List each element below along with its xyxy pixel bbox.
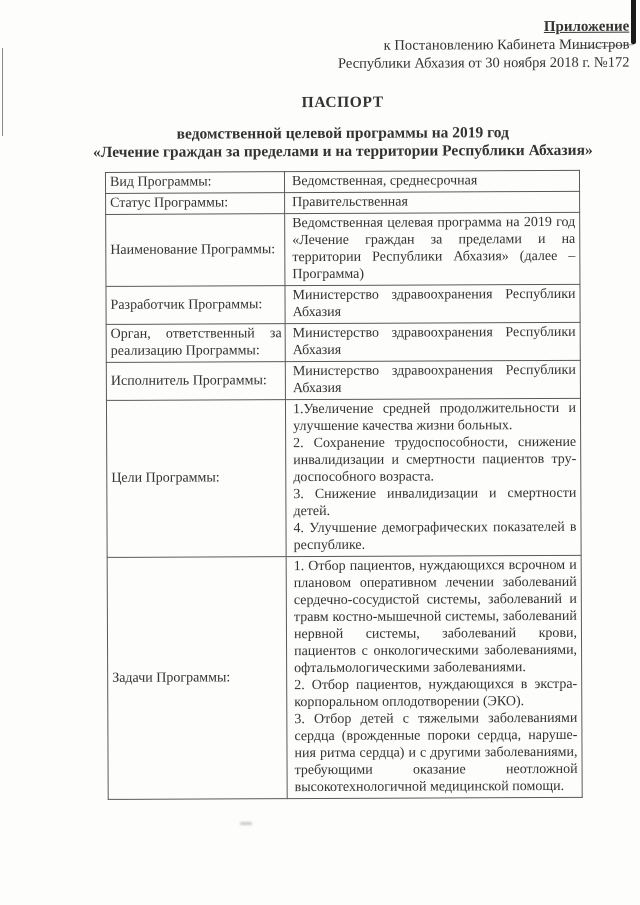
row-value-paragraph: 2. Отбор пациентов, нуждающихся в экстракорпоральном оплодотворении (ЭКО). — [294, 676, 578, 711]
page-title: ПАСПОРТ — [301, 93, 384, 112]
row-value-paragraph: Ведомственная целевая программа на 2019 год «Лечение граждан за пределами и на территории Республики Абхазия» (далее – Программа) — [292, 214, 576, 283]
subtitle-program-line: ведомственной целевой программы на 2019 год — [176, 124, 509, 143]
row-label: Исполнитель Программы: — [106, 362, 285, 401]
row-value — [285, 360, 580, 399]
row-value — [285, 322, 580, 361]
row-value-paragraph: 3. Отбор детей с тяжелыми заболеваниями сердца (врожденные пороки сердца, нарушения ритма сердца) и с другими заболеваниями, требующими оказание неотложной высокотехнологичной медицинской помощи. — [294, 710, 578, 796]
row-label: Разработчик Программы: — [106, 286, 285, 325]
header-resolution-line: к Постановлению Кабинета Министров — [383, 36, 630, 54]
row-value-paragraph: Ведомственная, среднесрочная — [291, 173, 478, 190]
row-value — [286, 555, 582, 798]
row-value-paragraph: Министерство здравоохранения Республики Абхазия — [292, 324, 576, 359]
row-label: Орган, ответственный за реализацию Программы: — [106, 324, 285, 363]
row-value-paragraph: 1.Увеличение средней продолжительности и улучшение качества жизни больных. — [292, 400, 577, 435]
table-row — [106, 398, 581, 557]
row-label: Задачи Программы: — [107, 557, 287, 800]
table-row — [106, 212, 580, 286]
table-row — [106, 284, 580, 324]
row-value-paragraph: Министерство здравоохранения Республики Абхазия — [292, 362, 576, 397]
row-label: Наименование Программы: — [106, 214, 285, 287]
row-value-paragraph: 1. Отбор пациентов, нуждающихся всрочном и плановом оперативном лечении заболеваний сердечно-сосудистой системы, заболеваний и травм костно-мышечной системы, заболеваний нервной системы, заболеваний крови, пациентов с онкологическими заболеваниями, офтальмологическими заболеваниями. — [293, 557, 578, 677]
header-republic-line: Республики Абхазия от 30 ноября 2018 г. №172 — [338, 54, 630, 72]
passport-table — [105, 170, 583, 800]
table-row — [107, 555, 582, 799]
row-label: Цели Программы: — [106, 400, 286, 558]
row-value — [285, 191, 580, 213]
subtitle-name-line: «Лечение граждан за пределами и на территории Республики Абхазия» — [92, 141, 593, 161]
table-row — [106, 360, 580, 400]
row-value-paragraph: 3. Снижение инвалидизации и смертности детей. — [293, 485, 577, 520]
row-value-paragraph: 2. Сохранение трудоспособности, снижение инвалидизации и смертности пациентов трудоспособного возраста. — [293, 434, 577, 486]
row-value-paragraph: Правительственная — [292, 194, 408, 211]
table-row — [106, 191, 580, 214]
row-value-paragraph: Министерство здравоохранения Республики Абхазия — [292, 286, 576, 321]
table-row — [106, 322, 580, 362]
appendix-label: Приложение — [543, 18, 630, 36]
document-header — [0, 0, 630, 74]
scan-artifact-smudge — [240, 822, 252, 825]
page-subtitle — [93, 124, 593, 161]
table-row — [105, 170, 579, 193]
row-label: Вид Программы: — [105, 172, 284, 194]
row-value — [285, 212, 580, 285]
row-label: Статус Программы: — [106, 193, 285, 215]
row-value — [284, 170, 579, 192]
row-value-paragraph: 4. Улучшение демографических показателей в республике. — [293, 519, 577, 554]
row-value — [285, 284, 580, 323]
row-value — [285, 398, 581, 556]
